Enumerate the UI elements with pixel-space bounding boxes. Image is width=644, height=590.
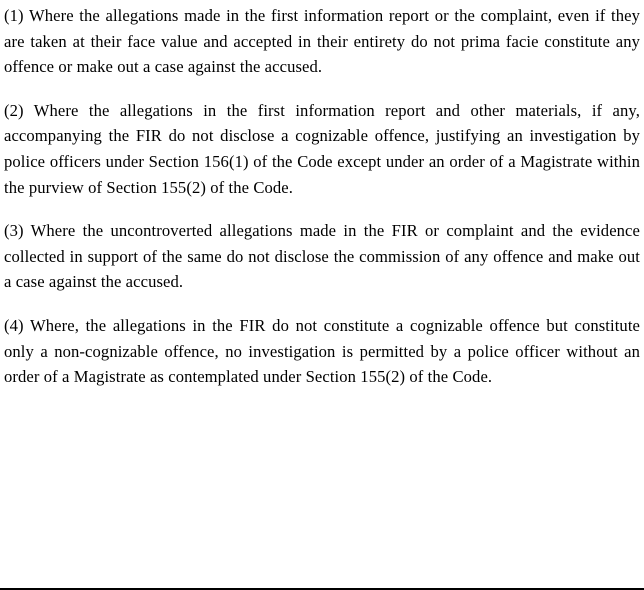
- paragraph-1: (1) Where the allegations made in the first information report or the complaint, even if they are taken at their face value and accepted in their entirety do not prima facie constitute any offence or make out a case against the accused.: [4, 6, 640, 77]
- document-body: [3, 3, 641, 390]
- paragraph-4: (4) Where, the allegations in the FIR do not constitute a cognizable offence but constitute only a non-cognizable offence, no investigation is permitted by a police officer without an order of a Magistrate as contemplated under Section 155(2) of the Code.: [4, 315, 640, 387]
- paragraph-2: (2) Where the allegations in the first information report and other materials, if any, accompanying the FIR do not disclose a cognizable offence, justifying an investigation by police officers under Section 156(1) of the Code except under an order of a Magistrate within the purview of Section 155(2) of the Code.: [4, 100, 640, 197]
- paragraph-3: (3) Where the uncontroverted allegations made in the FIR or complaint and the evidence collected in support of the same do not disclose the commission of any offence and make out a case against the accused.: [4, 221, 640, 292]
